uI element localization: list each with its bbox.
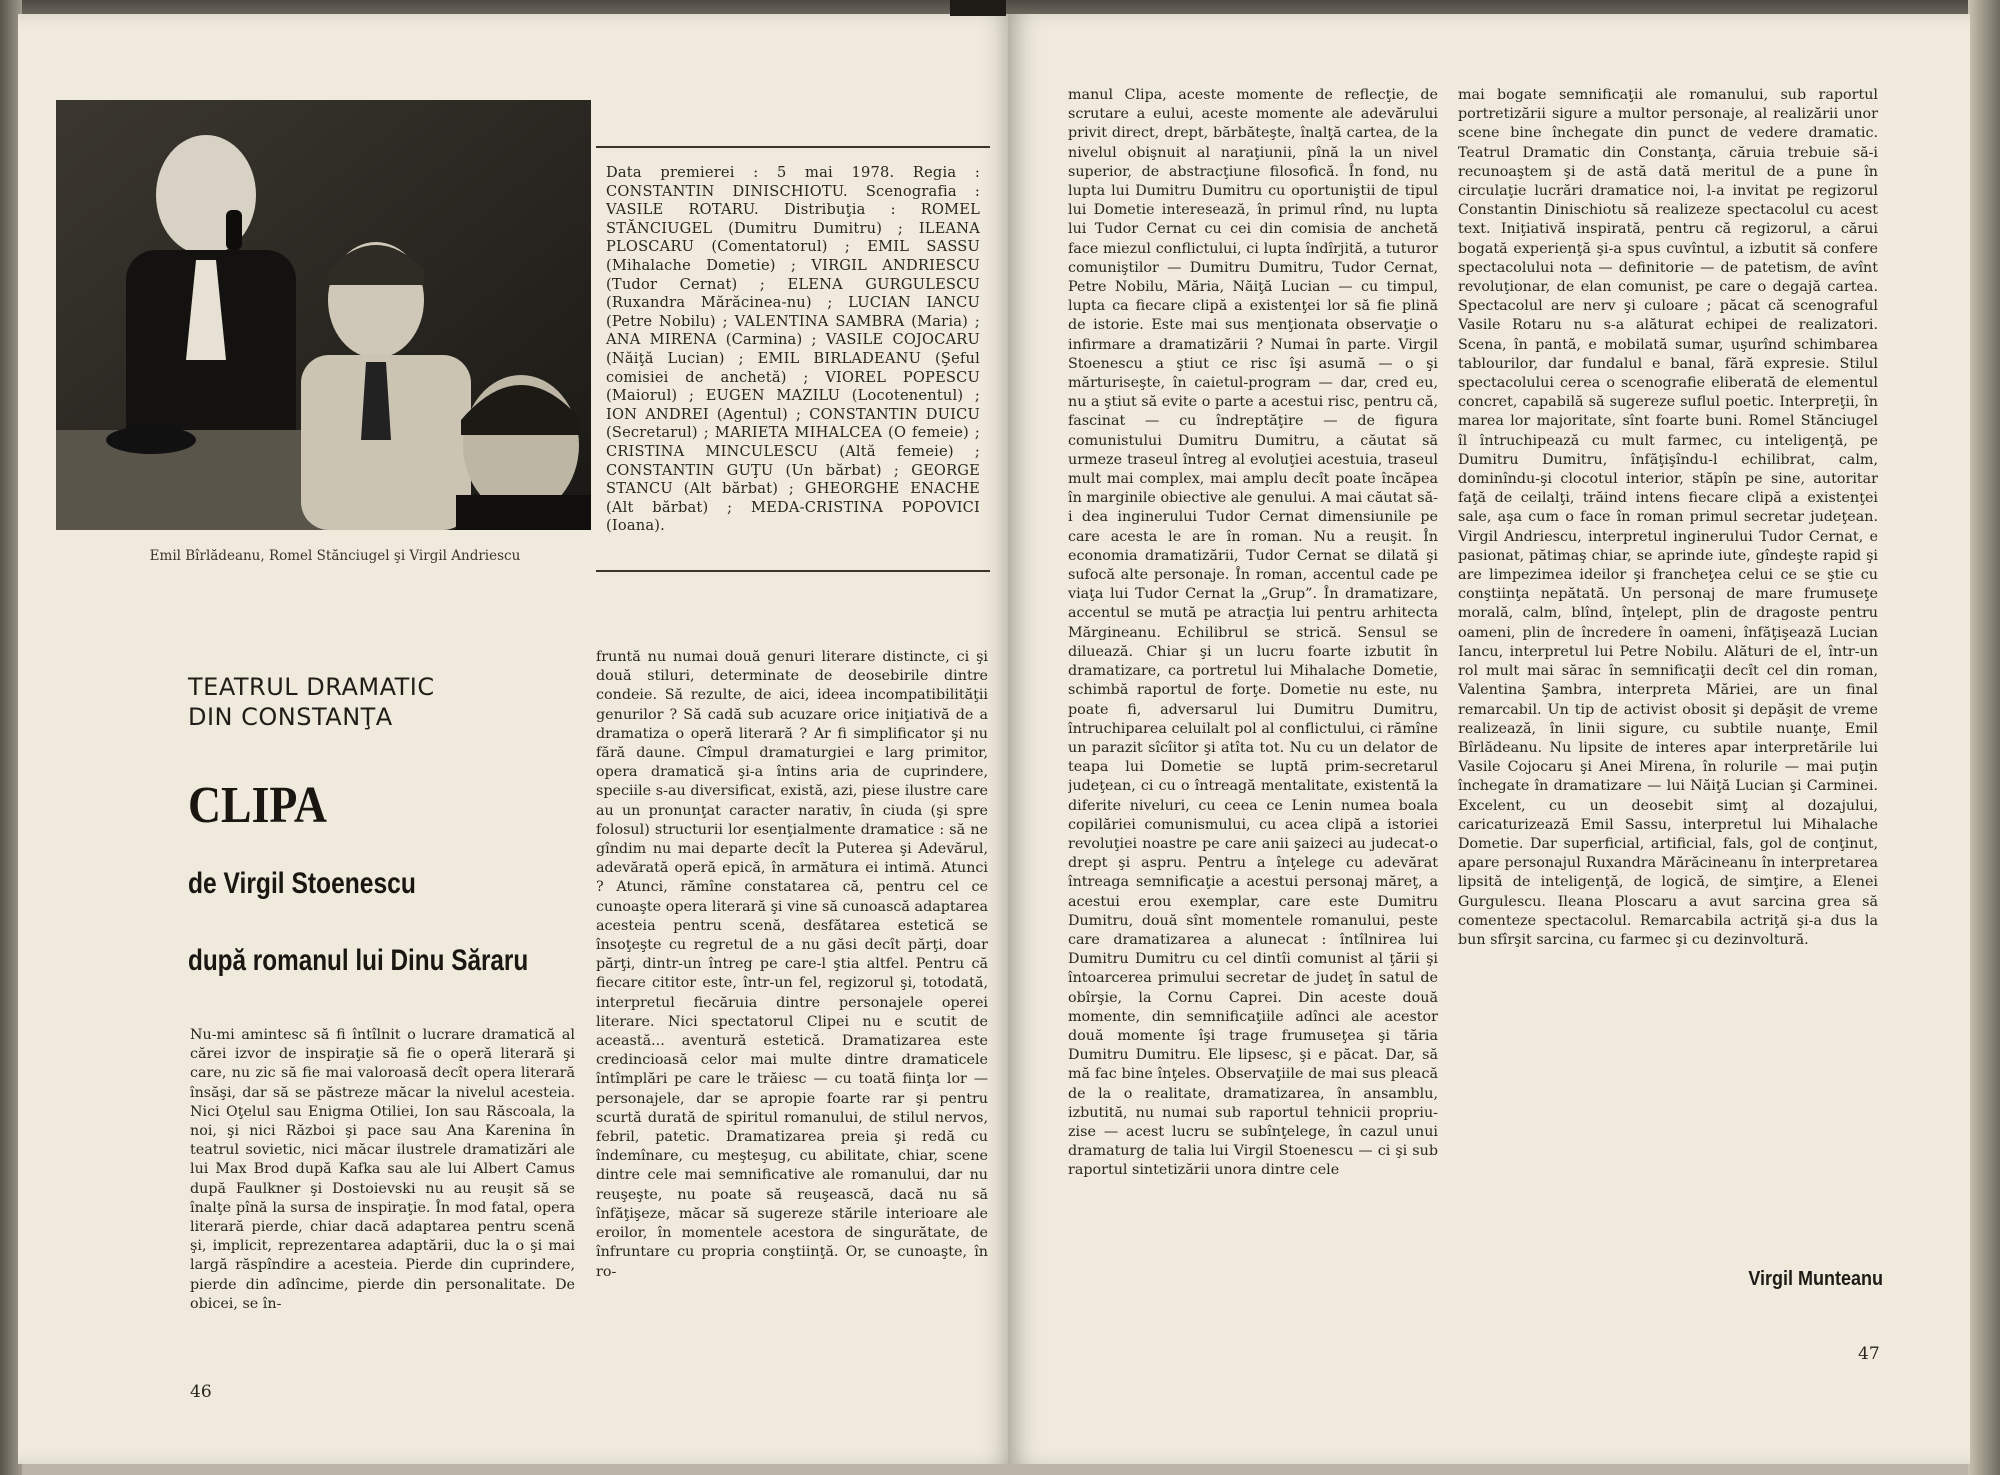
photo-illustration: [56, 100, 591, 530]
article-text: Nu-mi amintesc să fi întîlnit o lucrare dramatică al cărei izvor de inspiraţie să fie o operă literară şi care, nu zic să fie mai valoroasă decît opera literară însăşi, dar să se păstreze măcar la nivelul acesteia. Nici Oţelul sau Enigma Otiliei, Ion sau Răscoala, la noi, şi nici Război şi pace sau Ana Karenina în teatrul sovietic, nici măcar ilustrele dramatizări ale lui Max Brod după Kafka sau ale lui Albert Camus după Faulkner şi Dostoievski nu au reuşit să se înalţe pînă la sursa de inspiraţie. În mod fatal, opera literară pierde, chiar dacă adaptarea pentru scenă şi, implicit, reprezentarea adaptării, duc la o şi mai largă răspîndire a acesteia. Pierde din cuprindere, pierde din adîncime, pierde din personalitate. De obicei, se în-: [190, 1027, 575, 1312]
page-number-right: 47: [1858, 1344, 1880, 1364]
article-column-right-1: [1068, 86, 1438, 1386]
author-signature: Virgil Munteanu: [1748, 1268, 1883, 1290]
theatre-heading-line2: DIN CONSTANŢA: [188, 703, 393, 731]
article-column-left-2: [596, 648, 988, 1378]
page-number-left: 46: [190, 1382, 212, 1402]
theatre-heading: [188, 672, 488, 732]
article-text: manul Clipa, aceste momente de reflecţie, de scrutare a eului, aceste momente ale adevărului privit direct, drept, bărbăteşte, înalţă cartea, de la nivelul obişnuit al naraţiunii, pînă la un nivel superior, de abstracţiune filosofică. În fond, nu lupta lui Dumitru Dumitru cu oportuniştii de tipul lui Dometie interesează, în primul rînd, nu lupta lui Tudor Cernat cu cei din comisia de anchetă face miezul conflictului, ci lupta îndîrjită, a tuturor comuniştilor — Dumitru Dumitru, Tudor Cernat, Petre Nobilu, Măria, Năiţă Lucian — cu timpul, lupta ca fiecare clipă a existenţei lor să fie plină de istorie. Este mai sus menţionata observaţie o infirmare a dramatizării ? Numai în parte. Virgil Stoenescu a ştiut ce risc îşi asumă — o şi mărturiseşte, în caietul-program — dar, cred eu, nu a ştiut să evite o parte a acestui risc, pentru că, fascinat — cu îndreptăţire — de figura comunistului Dumitru Dumitru, a căutat să urmeze traseul întreg al evoluţiei acestuia, traseul mult mai complex, mai amplu decît poate încăpea în marginile obiective ale genului. A mai căutat să-i dea inginerului Tudor Cernat dimensiunile pe care acesta le are în roman. Nu a reuşit. În economia dramatizării, Tudor Cernat se dilată şi sufocă alte personaje. În roman, accentul cade pe viaţa lui Tudor Cernat la „Grup”. În dramatizare, accentul se mută pe atracţia lui pentru arhitecta Mărgineanu. Echilibrul se strică. Sensul se diluează. Chiar şi un lucru foarte izbutit în dramatizare, ca portretul lui Mihalache Dometie, schimbă raportul de forţe. Dometie nu este, nu poate fi, adversarul lui Dumitru Dumitru, întruchiparea celuilalt pol al conflictului, ci rămîne un parazit sîcîitor şi atîta tot. Nu cu un delator de teapa lui Dometie se luptă prim-secretarul judeţean, ci cu o întreagă mentalitate, existentă la diferite niveluri, cu ceea ce Lenin numea boala copilăriei comunismului, cu acea clipă a istoriei revoluţiei noastre pe care anii şaizeci au judecat-o drept şi aspru. Pentru a înţelege cu adevărat întreaga semnificaţie a acestui personaj măreţ, a acestui erou exemplar, care este Dumitru Dumitru, două sînt momentele romanului, peste care dramatizarea a alunecat : întîlnirea lui Dumitru Dumitru cu cel dintîi comunist al ţării şi întoarcerea primului secretar de judeţ în satul de obîrşie, la Cornu Caprei. Din aceste două momente, din semnificaţiile adînci ale acestor două momente îşi trage frumuseţea şi tăria Dumitru Dumitru. Ele lipsesc, şi e păcat. Dar, să mă fac bine înţeles. Observaţiile de mai sus pleacă de la o realitate, dramatizarea, în ansamblu, izbutită, nu numai sub raportul tehnicii propriu-zise — acest lucru se subînţelege, în cazul unui dramaturg de talia lui Virgil Stoenescu — ci şi sub raportul sintetizării unora dintre cele: [1068, 87, 1438, 1179]
credits-text: Data premierei : 5 mai 1978. Regia : CONSTANTIN DINISCHIOTU. Scenografia : VASILE ROTARU. Distribuţia : ROMEL STĂNCIUGEL (Dumitru Dumitru) ; ILEANA PLOSCARU (Comentatorul) ; EMIL SASSU (Mihalache Dometie) ; VIRGIL ANDRIESCU (Tudor Cernat) ; ELENA GURGULESCU (Ruxandra Mărăcinea-nu) ; LUCIAN IANCU (Petre Nobilu) ; VALENTINA SAMBRA (Maria) ; ANA MIRENA (Carmina) ; VASILE COJOCARU (Năiţă Lucian) ; EMIL BIRLADEANU (Şeful comisiei de anchetă) ; VIOREL POPESCU (Maiorul) ; EUGEN MAZILU (Locotenentul) ; ION ANDREI (Agentul) ; CONSTANTIN DUICU (Secretarul) ; MARIETA MIHALCEA (O femeie) ; CRISTINA MINCULESCU (Altă femeie) ; CONSTANTIN GUŢU (Un bărbat) ; GEORGE STANCU (Alt bărbat) ; GHEORGHE ENACHE (Alt bărbat) ; MEDA-CRISTINA POPOVICI (Ioana).: [606, 164, 980, 535]
photo-caption: Emil Bîrlădeanu, Romel Stănciugel şi Virgil Andriescu: [149, 548, 521, 564]
play-title: CLIPA: [188, 777, 327, 834]
book-right-edge: [1968, 0, 2000, 1475]
article-column-left-1: [190, 1026, 575, 1378]
article-text: fruntă nu numai două genuri literare distincte, ci şi două stiluri, determinate de deosebirile dintre condeie. Să rezulte, de aici, ideea incompatibilităţii genurilor ? Să cadă sub acuzare orice iniţiativă de a dramatiza o operă literară ? Ar fi simplificator şi nu fără daune. Cîmpul dramaturgiei e larg primitor, opera dramatică şi-a întins aria de cuprindere, speciile s-au diversificat, există, azi, piese ilustre care au un pronunţat caracter narativ, în ciuda (şi spre folosul) structurii lor esenţialmente dramatice : să ne gîndim nu mai departe decît la Puterea şi Adevărul, adevărată operă epică, în armătura ei intimă. Atunci ? Atunci, rămîne constatarea că, pentru cel ce cunoaşte opera literară şi vine să cunoască adaptarea acesteia pentru scenă, desfătarea estetică se însoţeşte cu regretul de a nu găsi decît părţi, doar părţi, dintr-un întreg pe care-l ştia altfel. Pentru că fiecare cititor este, într-un fel, regizorul şi, totodată, interpretul fiecăruia dintre personajele operei literare. Nici spectatorul Clipei nu e scutit de această... aventură estetică. Dramatizarea este credincioasă celor mai multe dintre dramaticele întîmplări pe care le trăiesc — cu toată fiinţa lor — personajele, dar se apropie foarte rar şi pentru scurtă durată de spiritul romanului, de stilul nervos, febril, patetic. Dramatizarea preia şi redă cu îndemînare, cu meşteşug, cu abilitate, chiar, scene dintre cele mai semnificative ale romanului, dar nu reuşeşte, nu poate să reuşească, dacă nu să înfăţişeze, măcar să sugereze stările interioare ale eroilor, în momentele acestora de singurătate, de înfruntare cu propria conştiinţă. Or, se cunoaşte, în ro-: [596, 649, 988, 1280]
theatre-scene-photo: [56, 100, 591, 530]
novel-source: după romanul lui Dinu Săraru: [188, 944, 529, 977]
top-edge-mark: [950, 0, 1006, 16]
article-text: mai bogate semnificaţii ale romanului, sub raportul portretizării sigure a multor personaje, al realizării unor scene bine închegate din punct de vedere dramatic. Teatrul Dramatic din Constanţa, căruia trebuie să-i recunoaştem şi de astă dată meritul de a pune în circulaţie lucrări dramatice noi, l-a invitat pe regizorul Constantin Dinischiotu să realizeze spectacolul cu acest text. Iniţiativă inspirată, pentru că regizorul, a cărui bogată experienţă şi-a spus cuvîntul, a izbutit să confere spectacolului nota — definitorie — de patetism, de avînt revoluţionar, de elan comunist, pe care o degajă cartea. Spectacolul are nerv şi culoare ; păcat că scenograful Vasile Rotaru nu s-a alăturat echipei de realizatori. Scena, în pantă, e mobilată sumar, uşurînd schimbarea tablourilor, dar fundalul e banal, fără expresie. Stilul spectacolului cerea o scenografie eliberată de elementul concret, capabilă să sugereze suflul poetic. Interpreţii, în marea lor majoritate, sînt foarte buni. Romel Stănciugel îl întruchipează cu mult farmec, cu inteligenţă, pe Dumitru Dumitru, înfăţişîndu-l echilibrat, calm, dominîndu-şi clocotul interior, stăpîn pe sine, autoritar faţă de ceilalţi, trăind intens fiecare clipă a existenţei sale, aşa cum o face în roman primul secretar judeţean. Virgil Andriescu, interpretul inginerului Tudor Cernat, e pasionat, pătimaş chiar, se aprinde iute, gîndeşte rapid şi are limpezimea ideilor şi francheţea celui ce se ştie cu conştiinţa nepătată. Un personaj de mare frumuseţe morală, calm, blînd, înţelept, plin de dragoste pentru oameni, plin de încredere în oameni, înfăţişează Lucian Iancu, interpretul lui Petre Nobilu. Alături de el, într-un rol mult mai sărac în semnificaţii decît cel din roman, Valentina Şambra, interpreta Măriei, are un final remarcabil. Un tip de activist obosit şi depăşit de vreme realizează, în linii sigure, cu subtile nuanţe, Emil Bîrlădeanu. Nu lipsite de interes apar interpretările lui Vasile Cojocaru şi Anei Mirena, în rolurile — mai puţin închegate în dramatizare — lui Năiţă Lucian şi Carminei. Excelent, cu un deosebit simţ al dozajului, caricaturizează Emil Sassu, interpretul lui Mihalache Dometie. Dar superficial, artificial, fals, gol de conţinut, apare personajul Ruxandra Mărăcineanu în interpretarea lipsită de inteligenţă, de logică, de simţire, a Elenei Gurgulescu. Ileana Ploscaru a avut sarcina grea să comenteze spectacolul. Remarcabila actriţă şi-a dus la bun sfîrşit sarcina, cu farmec şi cu dezinvoltură.: [1458, 87, 1878, 948]
theatre-heading-line1: TEATRUL DRAMATIC: [188, 673, 435, 701]
article-column-right-2: [1458, 86, 1878, 1256]
play-author: de Virgil Stoenescu: [188, 867, 416, 900]
credits-box: [596, 146, 990, 572]
